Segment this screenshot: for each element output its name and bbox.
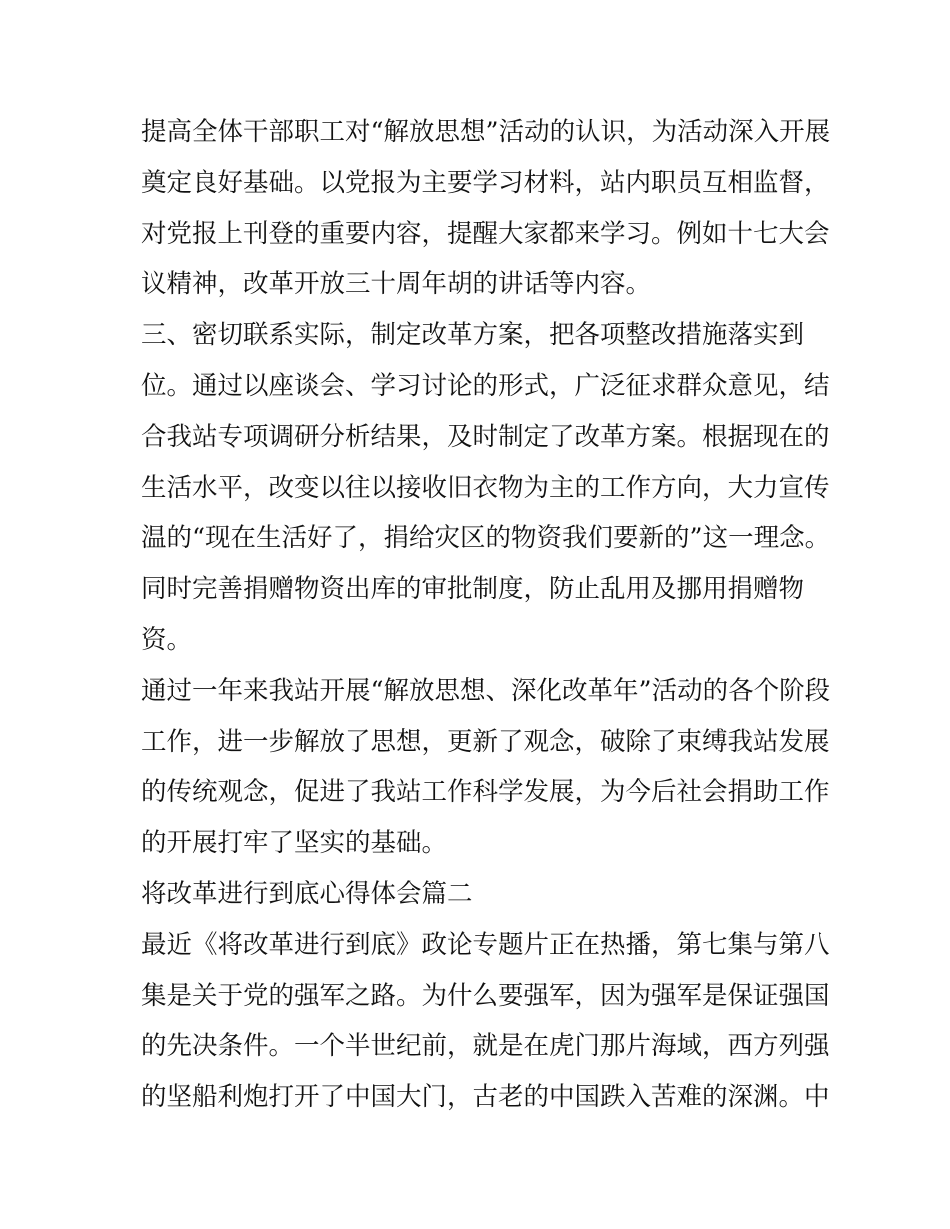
text-line: 合我站专项调研分析结果，及时制定了改革方案。根据现在的 [141, 421, 830, 452]
article-title: 将改革进行到底心得体会篇二 [141, 878, 473, 909]
text-line: 的先决条件。一个半世纪前，就是在虎门那片海域，西方列强 [141, 1031, 830, 1062]
text-line: 同时完善捐赠物资出库的审批制度，防止乱用及挪用捐赠物 [141, 574, 805, 605]
text-line: 对党报上刊登的重要内容，提醒大家都来学习。例如十七大会 [141, 218, 830, 249]
text-line: 的坚船利炮打开了中国大门，古老的中国跌入苦难的深渊。中 [141, 1082, 830, 1113]
text-line: 位。通过以座谈会、学习讨论的形式，广泛征求群众意见，结 [141, 370, 830, 401]
document-body [141, 107, 831, 1123]
text-line: 温的“现在生活好了，捐给灾区的物资我们要新的”这一理念。 [141, 523, 831, 554]
text-line: 工作，进一步解放了思想，更新了观念，破除了束缚我站发展 [141, 726, 830, 757]
text-line: 奠定良好基础。以党报为主要学习材料，站内职员互相监督， [141, 167, 830, 198]
text-line: 集是关于党的强军之路。为什么要强军，因为强军是保证强国 [141, 980, 830, 1011]
text-line: 生活水平，改变以往以接收旧衣物为主的工作方向，大力宣传 [141, 472, 830, 503]
text-line: 议精神，改革开放三十周年胡的讲话等内容。 [141, 269, 652, 300]
section-heading-line: 三、密切联系实际，制定改革方案，把各项整改措施落实到 [141, 320, 805, 351]
text-line: 通过一年来我站开展“解放思想、深化改革年”活动的各个阶段 [141, 675, 831, 706]
text-line: 提高全体干部职工对“解放思想”活动的认识，为活动深入开展 [141, 117, 831, 147]
text-line: 的开展打牢了坚实的基础。 [141, 828, 448, 859]
text-line: 资。 [141, 624, 193, 655]
text-line: 最近《将改革进行到底》政论专题片正在热播，第七集与第八 [141, 929, 830, 960]
text-line: 的传统观念，促进了我站工作科学发展，为今后社会捐助工作 [141, 777, 830, 808]
